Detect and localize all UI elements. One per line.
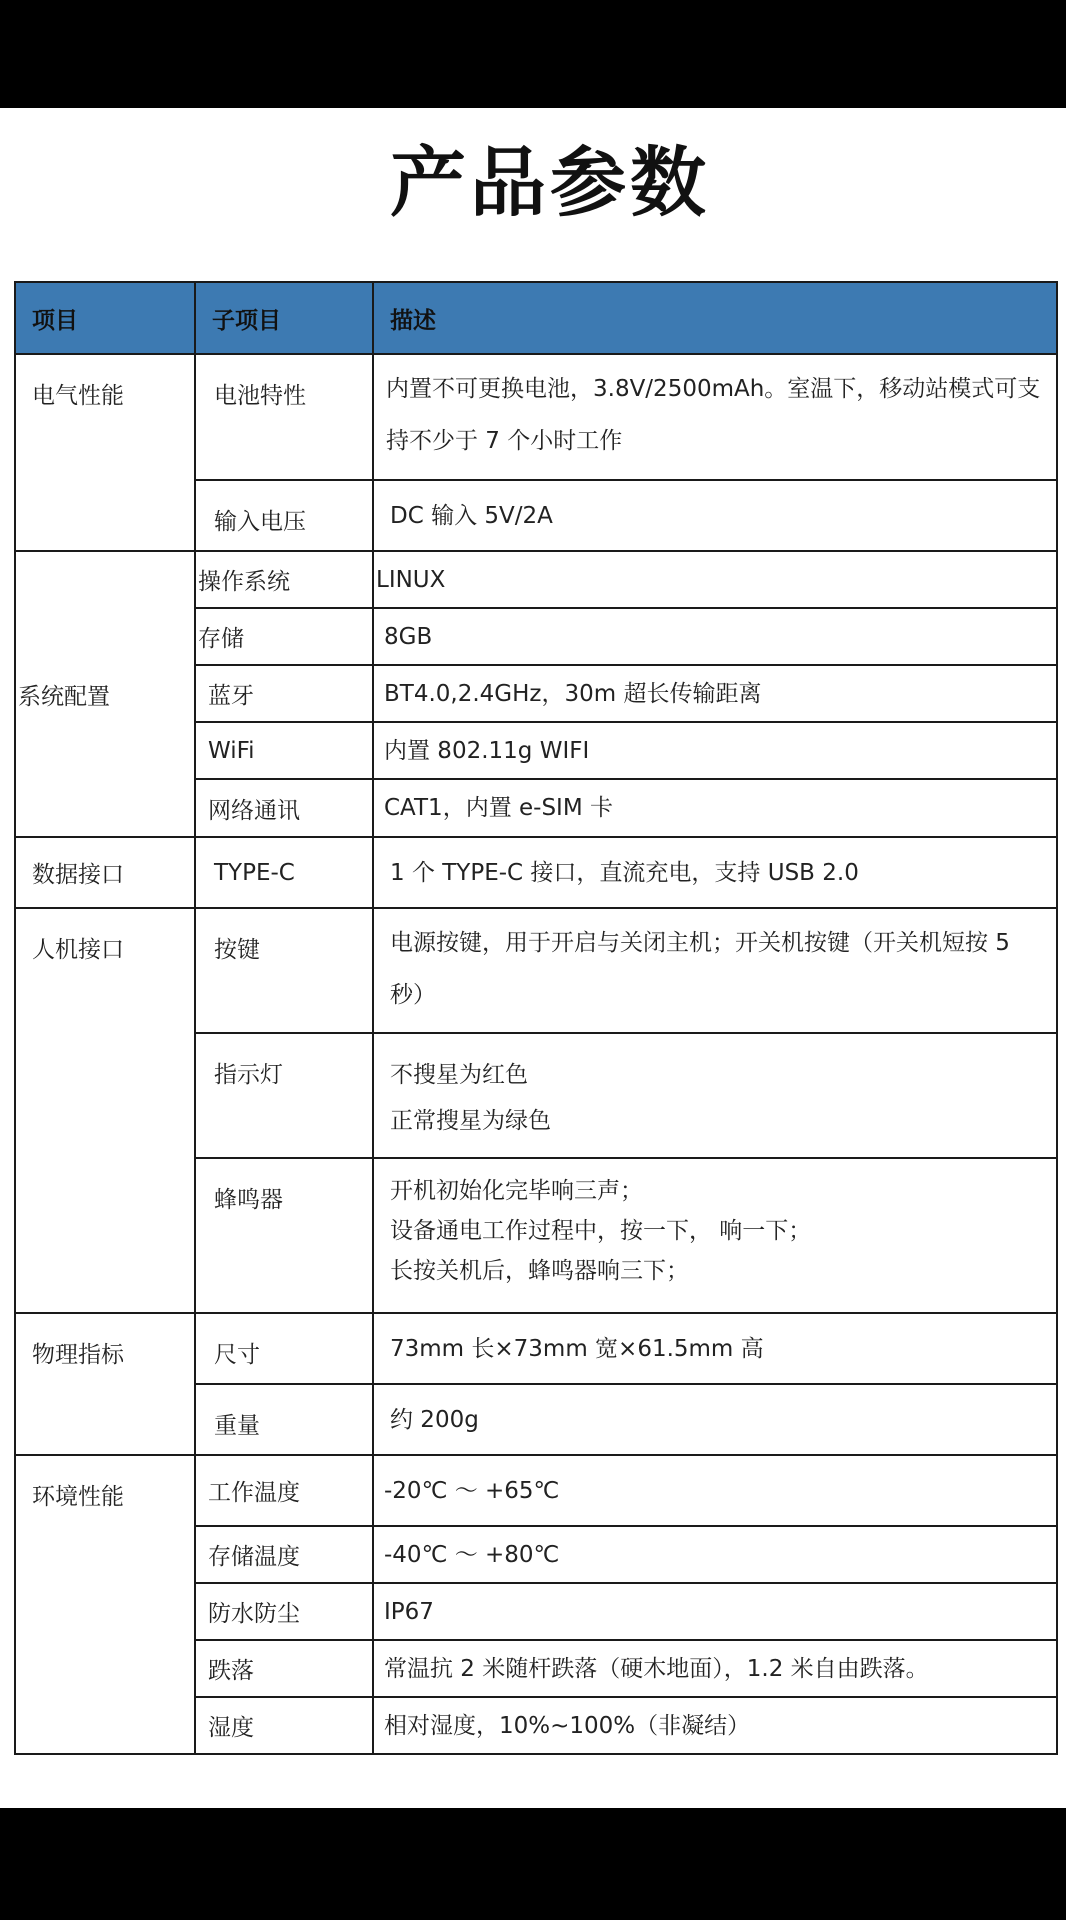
subitem-indicator: 指示灯 — [195, 1033, 373, 1158]
letterbox-top — [0, 0, 1066, 108]
header-item: 项目 — [15, 282, 195, 354]
subitem-button: 按键 — [195, 908, 373, 1033]
desc-indicator — [373, 1033, 1057, 1158]
desc-work-temp: -20℃ ～ +65℃ — [373, 1455, 1057, 1526]
subitem-size: 尺寸 — [195, 1313, 373, 1384]
page-title: 产品参数 — [390, 138, 710, 227]
subitem-humidity: 湿度 — [195, 1697, 373, 1754]
subitem-waterproof: 防水防尘 — [195, 1583, 373, 1640]
desc-drop: 常温抗 2 米随杆跌落（硬木地面），1.2 米自由跌落。 — [373, 1640, 1057, 1697]
subitem-work-temp: 工作温度 — [195, 1455, 373, 1526]
subitem-wifi: WiFi — [195, 722, 373, 779]
subitem-network: 网络通讯 — [195, 779, 373, 837]
desc-storage-temp: -40℃ ～ +80℃ — [373, 1526, 1057, 1583]
subitem-weight: 重量 — [195, 1384, 373, 1455]
desc-line: 长按关机后，蜂鸣器响三下； — [390, 1258, 689, 1284]
table-row — [15, 1313, 1057, 1384]
table-row — [15, 1455, 1057, 1526]
letterbox-bottom — [0, 1808, 1066, 1920]
desc-os: LINUX — [373, 551, 1057, 608]
desc-bluetooth: BT4.0,2.4GHz，30m 超长传输距离 — [373, 665, 1057, 722]
desc-size: 73mm 长×73mm 宽×61.5mm 高 — [373, 1313, 1057, 1384]
category-environment: 环境性能 — [15, 1455, 195, 1754]
subitem-storage-temp: 存储温度 — [195, 1526, 373, 1583]
table-row — [15, 837, 1057, 908]
desc-weight: 约 200g — [373, 1384, 1057, 1455]
category-electrical: 电气性能 — [15, 354, 195, 551]
desc-waterproof: IP67 — [373, 1583, 1057, 1640]
subitem-input-voltage: 输入电压 — [195, 480, 373, 551]
desc-buzzer — [373, 1158, 1057, 1313]
subitem-type-c: TYPE-C — [195, 837, 373, 908]
subitem-battery: 电池特性 — [195, 354, 373, 480]
desc-line: 设备通电工作过程中，按一下， 响一下； — [390, 1218, 812, 1244]
table-row — [15, 354, 1057, 480]
desc-storage: 8GB — [373, 608, 1057, 665]
desc-humidity: 相对湿度，10%~100%（非凝结） — [373, 1697, 1057, 1754]
subitem-drop: 跌落 — [195, 1640, 373, 1697]
subitem-bluetooth: 蓝牙 — [195, 665, 373, 722]
table-row — [15, 551, 1057, 608]
spec-page — [0, 108, 1066, 1808]
desc-input-voltage: DC 输入 5V/2A — [373, 480, 1057, 551]
subitem-storage: 存储 — [195, 608, 373, 665]
desc-line: 不搜星为红色 — [390, 1062, 528, 1088]
category-system: 系统配置 — [15, 551, 195, 837]
category-data-port: 数据接口 — [15, 837, 195, 908]
header-subitem: 子项目 — [195, 282, 373, 354]
table-header-row — [15, 282, 1057, 354]
desc-network: CAT1，内置 e-SIM 卡 — [373, 779, 1057, 837]
desc-type-c: 1 个 TYPE-C 接口，直流充电，支持 USB 2.0 — [373, 837, 1057, 908]
desc-wifi: 内置 802.11g WIFI — [373, 722, 1057, 779]
table-row — [15, 908, 1057, 1033]
desc-line: 开机初始化完毕响三声； — [390, 1178, 643, 1204]
spec-table — [14, 281, 1058, 1755]
desc-line: 正常搜星为绿色 — [390, 1108, 551, 1134]
desc-button: 电源按键，用于开启与关闭主机；开关机按键（开关机短按 5 秒） — [373, 908, 1057, 1033]
subitem-buzzer: 蜂鸣器 — [195, 1158, 373, 1313]
subitem-os: 操作系统 — [195, 551, 373, 608]
header-description: 描述 — [373, 282, 1057, 354]
category-physical: 物理指标 — [15, 1313, 195, 1455]
category-hmi: 人机接口 — [15, 908, 195, 1313]
desc-battery: 内置不可更换电池，3.8V/2500mAh。室温下，移动站模式可支持不少于 7 个小时工作 — [373, 354, 1057, 480]
